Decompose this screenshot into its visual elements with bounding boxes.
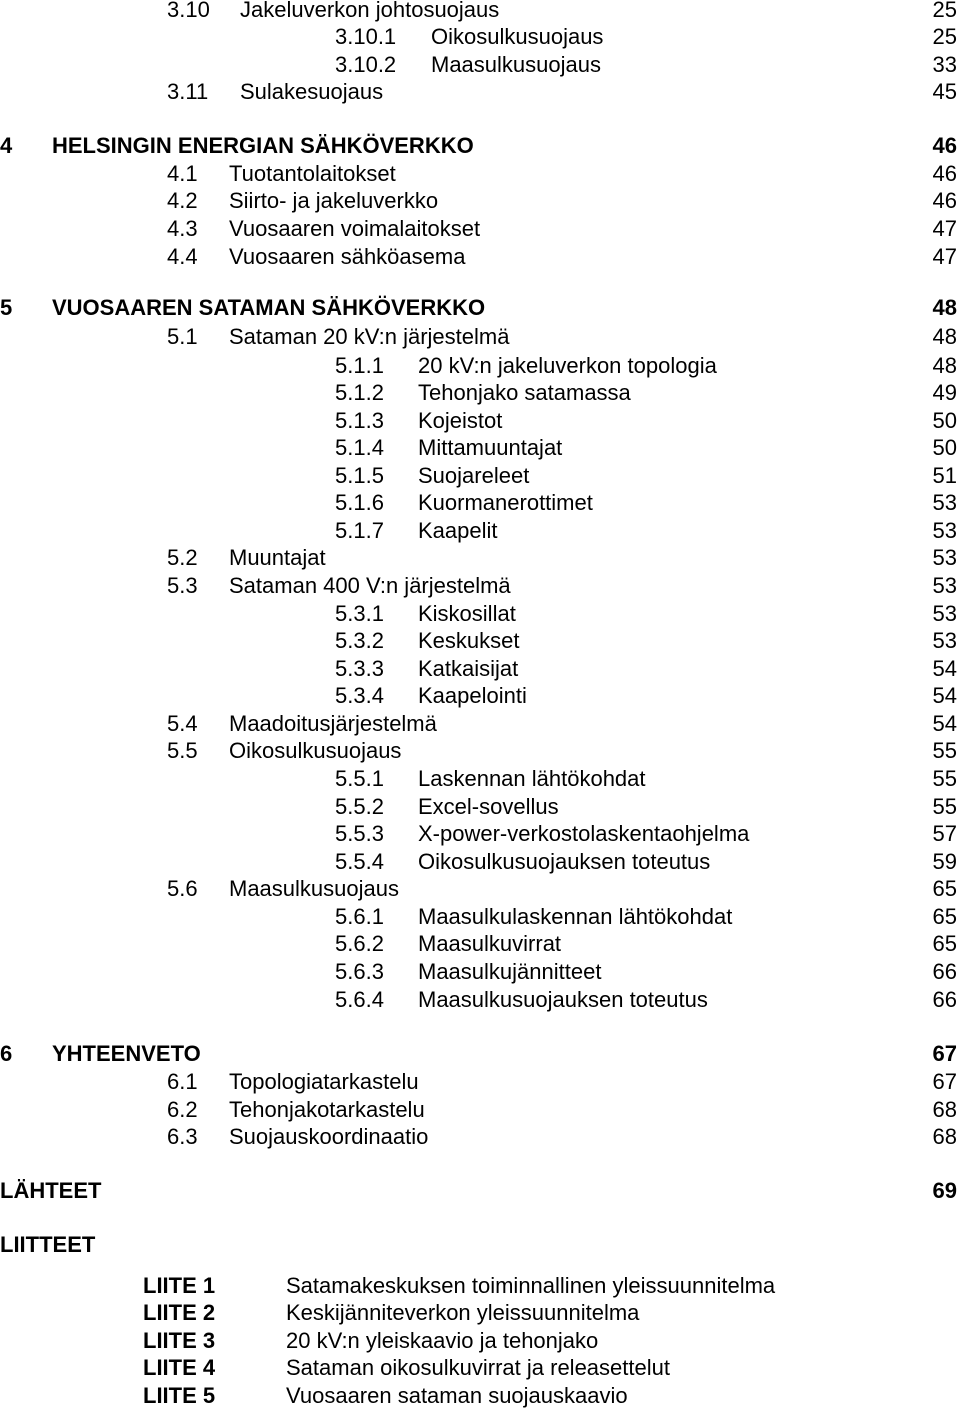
toc-title: Katkaisijat xyxy=(418,656,519,681)
toc-title: Sulakesuojaus xyxy=(240,79,384,104)
toc-chapter xyxy=(0,1040,960,1068)
toc-number: 5.3.3 xyxy=(335,656,384,681)
toc-title: Vuosaaren voimalaitokset xyxy=(229,216,481,241)
toc-page: 25 xyxy=(932,0,957,22)
toc-entry xyxy=(0,682,960,710)
toc-number: 4.2 xyxy=(167,188,198,213)
toc-entry xyxy=(0,710,960,738)
toc-number: 5.1.5 xyxy=(335,463,384,488)
toc-page: 66 xyxy=(932,987,957,1012)
toc-entry xyxy=(0,462,960,490)
toc-entry xyxy=(0,986,960,1014)
toc-page: 66 xyxy=(932,959,957,984)
toc-entry xyxy=(0,243,960,271)
toc-number: 4.1 xyxy=(167,161,198,186)
toc-number: 3.10 xyxy=(167,0,210,22)
toc-entry xyxy=(0,434,960,462)
toc-page: 55 xyxy=(932,738,957,763)
toc-title: 20 kV:n jakeluverkon topologia xyxy=(418,353,717,378)
toc-page: 46 xyxy=(932,133,957,158)
toc-number: 5.6.3 xyxy=(335,959,384,984)
toc-title: Maasulkusuojaus xyxy=(229,876,399,901)
toc-number: 5.5.4 xyxy=(335,849,384,874)
toc-entry xyxy=(0,765,960,793)
toc-page: 25 xyxy=(932,24,957,49)
toc-number: 5.1.2 xyxy=(335,380,384,405)
toc-title: Kojeistot xyxy=(418,408,503,433)
toc-title: Mittamuuntajat xyxy=(418,435,563,460)
toc-title: Oikosulkusuojaus xyxy=(229,738,402,763)
toc-page: 47 xyxy=(932,216,957,241)
toc-number: 3.10.2 xyxy=(335,52,397,77)
toc-number: 5.4 xyxy=(167,711,198,736)
toc-entry xyxy=(0,78,960,106)
toc-entry xyxy=(0,23,960,51)
toc-number: 5.6.2 xyxy=(335,931,384,956)
appendix-title: Vuosaaren sataman suojauskaavio xyxy=(286,1383,628,1408)
toc-page: 46 xyxy=(932,161,957,186)
toc-entry xyxy=(0,215,960,243)
appendix-title: Sataman oikosulkuvirrat ja releasettelut xyxy=(286,1355,670,1380)
toc-title: Kaapelit xyxy=(418,518,498,543)
toc-entry xyxy=(0,352,960,380)
appendix-item xyxy=(0,1354,960,1382)
toc-title: Siirto- ja jakeluverkko xyxy=(229,188,439,213)
toc-page: 67 xyxy=(932,1069,957,1094)
toc-page: 68 xyxy=(932,1097,957,1122)
toc-number: 4.3 xyxy=(167,216,198,241)
toc-number: 5.6.4 xyxy=(335,987,384,1012)
appendix-title: 20 kV:n yleiskaavio ja tehonjako xyxy=(286,1328,599,1353)
toc-number: 5.1.1 xyxy=(335,353,384,378)
toc-title: Maadoitusjärjestelmä xyxy=(229,711,437,736)
toc-page: 46 xyxy=(932,188,957,213)
toc-entry xyxy=(0,655,960,683)
toc-entry xyxy=(0,51,960,79)
toc-number: 5.5 xyxy=(167,738,198,763)
toc-title: Maasulkuvirrat xyxy=(418,931,562,956)
toc-page: 54 xyxy=(932,683,957,708)
toc-title: Oikosulkusuojaus xyxy=(431,24,604,49)
appendix-label: LIITE 3 xyxy=(143,1328,216,1353)
toc-title: Tehonjako satamassa xyxy=(418,380,631,405)
toc-entry xyxy=(0,323,960,351)
toc-entry xyxy=(0,379,960,407)
toc-title: Topologiatarkastelu xyxy=(229,1069,419,1094)
toc-page: 33 xyxy=(932,52,957,77)
toc-number: 6.3 xyxy=(167,1124,198,1149)
toc-entry xyxy=(0,544,960,572)
toc-entry xyxy=(0,737,960,765)
toc-page: 48 xyxy=(932,295,957,320)
toc-entry xyxy=(0,820,960,848)
toc-number: 5.5.2 xyxy=(335,794,384,819)
toc-number: 5.1.6 xyxy=(335,490,384,515)
toc-title: Keskukset xyxy=(418,628,520,653)
toc-page: 48 xyxy=(932,353,957,378)
toc-title: Tuotantolaitokset xyxy=(229,161,396,186)
toc-page: 49 xyxy=(932,380,957,405)
toc-page: 68 xyxy=(932,1124,957,1149)
toc-number: 5.3.1 xyxy=(335,601,384,626)
toc-page: 57 xyxy=(932,821,957,846)
toc-title: Laskennan lähtökohdat xyxy=(418,766,646,791)
toc-title: Muuntajat xyxy=(229,545,326,570)
toc-page: 54 xyxy=(932,711,957,736)
toc-title: LIITTEET xyxy=(0,1232,96,1257)
toc-page: 47 xyxy=(932,244,957,269)
appendix-label: LIITE 4 xyxy=(143,1355,216,1380)
toc-entry xyxy=(0,407,960,435)
toc-title: Sataman 400 V:n järjestelmä xyxy=(229,573,511,598)
toc-title: Suojareleet xyxy=(418,463,530,488)
toc-title: Suojauskoordinaatio xyxy=(229,1124,429,1149)
toc-page: 65 xyxy=(932,904,957,929)
appendix-item xyxy=(0,1327,960,1355)
toc-page: 50 xyxy=(932,408,957,433)
toc-page: 59 xyxy=(932,849,957,874)
toc-number: 5.6.1 xyxy=(335,904,384,929)
toc-number: 5.5.1 xyxy=(335,766,384,791)
toc-page: 53 xyxy=(932,628,957,653)
toc-entry xyxy=(0,517,960,545)
toc-page: 54 xyxy=(932,656,957,681)
toc-page: 55 xyxy=(932,794,957,819)
toc-number: 4 xyxy=(0,133,13,158)
toc-title: VUOSAAREN SATAMAN SÄHKÖVERKKO xyxy=(52,295,486,320)
toc-title: Excel-sovellus xyxy=(418,794,559,819)
toc-page: 67 xyxy=(932,1041,957,1066)
toc-entry xyxy=(0,0,960,24)
toc-chapter xyxy=(0,132,960,160)
toc-number: 6 xyxy=(0,1041,13,1066)
toc-title: Tehonjakotarkastelu xyxy=(229,1097,425,1122)
toc-entry xyxy=(0,875,960,903)
toc-page: 53 xyxy=(932,573,957,598)
toc-entry xyxy=(0,489,960,517)
toc-entry xyxy=(0,572,960,600)
toc-number: 6.2 xyxy=(167,1097,198,1122)
toc-title: Maasulkulaskennan lähtökohdat xyxy=(418,904,733,929)
toc-entry xyxy=(0,1123,960,1151)
toc-title: HELSINGIN ENERGIAN SÄHKÖVERKKO xyxy=(52,133,474,158)
toc-number: 5.1.7 xyxy=(335,518,384,543)
toc-page: 50 xyxy=(932,435,957,460)
toc-number: 4.4 xyxy=(167,244,198,269)
toc-title: Vuosaaren sähköasema xyxy=(229,244,466,269)
toc-page: 48 xyxy=(932,324,957,349)
appendix-label: LIITE 2 xyxy=(143,1300,216,1325)
appendix-item xyxy=(0,1299,960,1327)
toc-entry xyxy=(0,187,960,215)
toc-entry xyxy=(0,958,960,986)
toc-title: Kaapelointi xyxy=(418,683,527,708)
toc-page: 55 xyxy=(932,766,957,791)
toc-entry xyxy=(0,627,960,655)
toc-number: 5.3 xyxy=(167,573,198,598)
toc-number: 6.1 xyxy=(167,1069,198,1094)
toc-page: 65 xyxy=(932,876,957,901)
appendix-item xyxy=(0,1272,960,1300)
toc-title: Jakeluverkon johtosuojaus xyxy=(240,0,500,22)
toc-page: 53 xyxy=(932,545,957,570)
toc-title: Kuormanerottimet xyxy=(418,490,593,515)
toc-number: 5 xyxy=(0,295,13,320)
toc-number: 5.3.2 xyxy=(335,628,384,653)
appendix-title: Keskijänniteverkon yleissuunnitelma xyxy=(286,1300,640,1325)
toc-entry xyxy=(0,848,960,876)
toc-page: 53 xyxy=(932,490,957,515)
toc-title: X-power-verkostolaskentaohjelma xyxy=(418,821,750,846)
appendix-item xyxy=(0,1382,960,1410)
toc-entry xyxy=(0,160,960,188)
toc-page: 65 xyxy=(932,931,957,956)
toc-page: 53 xyxy=(932,601,957,626)
toc-entry xyxy=(0,930,960,958)
toc-title: LÄHTEET xyxy=(0,1178,102,1203)
toc-number: 5.3.4 xyxy=(335,683,384,708)
toc-number: 3.10.1 xyxy=(335,24,397,49)
toc-page: 51 xyxy=(932,463,957,488)
toc-title: Kiskosillat xyxy=(418,601,516,626)
appendix-label: LIITE 1 xyxy=(143,1273,216,1298)
toc-number: 3.11 xyxy=(167,79,209,104)
toc-title: Maasulkusuojaus xyxy=(431,52,601,77)
toc-number: 5.1 xyxy=(167,324,198,349)
toc-title: Maasulkujännitteet xyxy=(418,959,602,984)
toc-number: 5.1.4 xyxy=(335,435,384,460)
toc-title: Maasulkusuojauksen toteutus xyxy=(418,987,708,1012)
appendix-label: LIITE 5 xyxy=(143,1383,216,1408)
toc-entry xyxy=(0,793,960,821)
toc-entry xyxy=(0,903,960,931)
toc-number: 5.6 xyxy=(167,876,198,901)
toc-entry xyxy=(0,1068,960,1096)
toc-title: Sataman 20 kV:n järjestelmä xyxy=(229,324,510,349)
toc-title: YHTEENVETO xyxy=(52,1041,201,1066)
toc-chapter xyxy=(0,1177,960,1205)
toc-chapter xyxy=(0,1231,960,1259)
toc-number: 5.1.3 xyxy=(335,408,384,433)
toc-page: 53 xyxy=(932,518,957,543)
toc-page: 69 xyxy=(932,1178,957,1203)
toc-chapter xyxy=(0,294,960,322)
toc-page: 45 xyxy=(932,79,957,104)
toc-entry xyxy=(0,1096,960,1124)
appendix-title: Satamakeskuksen toiminnallinen yleissuunnitelma xyxy=(286,1273,776,1298)
toc-number: 5.5.3 xyxy=(335,821,384,846)
toc-title: Oikosulkusuojauksen toteutus xyxy=(418,849,711,874)
toc-number: 5.2 xyxy=(167,545,198,570)
toc-entry xyxy=(0,600,960,628)
